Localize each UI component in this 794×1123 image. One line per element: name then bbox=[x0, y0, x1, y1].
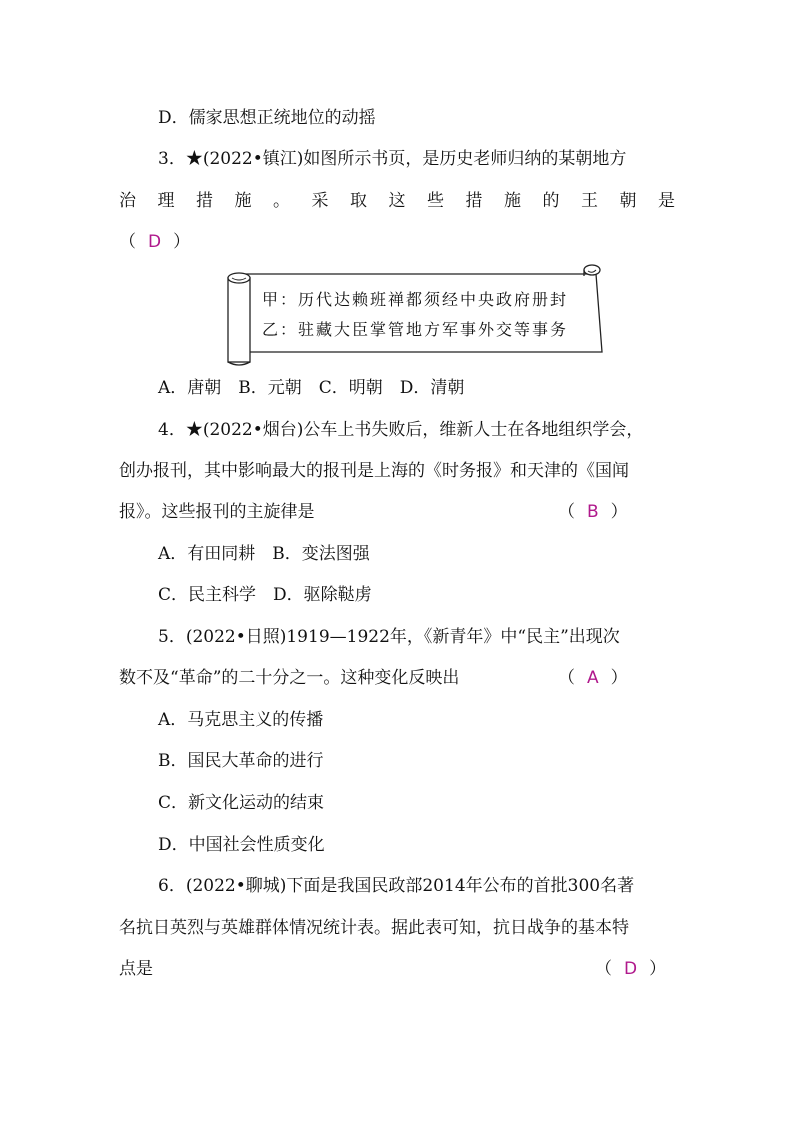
q3-char: 朝 bbox=[619, 191, 637, 211]
q4-options-row2: C．民主科学 D．驱除鞑虏 bbox=[158, 585, 372, 605]
scroll-line-yi: 乙：驻藏大臣掌管地方军事外交等事务 bbox=[262, 320, 569, 339]
q3-char: 理 bbox=[157, 191, 175, 211]
q3-answer-bracket bbox=[119, 230, 190, 254]
q4-answer-bracket bbox=[558, 500, 628, 524]
q5-paren-close: ） bbox=[610, 668, 628, 688]
q5-answer: A bbox=[587, 668, 599, 688]
q3-stem-line1: 3．★(2022•镇江)如图所示书页，是历史老师归纳的某朝地方 bbox=[158, 149, 627, 169]
q5-option-a: A．马克思主义的传播 bbox=[158, 710, 324, 730]
q4-paren-close: ） bbox=[610, 502, 628, 522]
scroll-line-jia: 甲：历代达赖班禅都须经中央政府册封 bbox=[262, 290, 569, 309]
q3-char: 的 bbox=[542, 191, 560, 211]
q3-char: 采 bbox=[311, 191, 329, 211]
q5-stem-line2: 数不及“革命”的二十分之一。这种变化反映出 bbox=[119, 668, 460, 688]
q3-char: 些 bbox=[427, 191, 444, 211]
q3-paren-close: ） bbox=[173, 232, 191, 252]
q4-stem-line2: 创办报刊，其中影响最大的报刊是上海的《时务报》和天津的《国闻 bbox=[119, 461, 629, 481]
q6-paren-close: ） bbox=[649, 959, 667, 979]
q5-stem-line1: 5．(2022•日照)1919—1922年，《新青年》中“民主”出现次 bbox=[158, 627, 620, 647]
q3-char: 治 bbox=[119, 191, 136, 211]
q4-answer: B bbox=[587, 502, 599, 522]
q3-answer: D bbox=[148, 232, 162, 252]
q4-stem-line1: 4．★(2022•烟台)公车上书失败后，维新人士在各地组织学会， bbox=[158, 420, 644, 440]
q3-char: 王 bbox=[581, 191, 598, 211]
q6-answer: D bbox=[624, 959, 638, 979]
q3-stem-line2 bbox=[119, 189, 675, 213]
q3-char: 这 bbox=[388, 191, 406, 211]
q6-answer-bracket bbox=[595, 957, 666, 981]
q3-char: 施 bbox=[504, 191, 521, 211]
q3-char: 。 bbox=[273, 191, 290, 211]
q3-char: 取 bbox=[350, 191, 367, 211]
q5-answer-bracket bbox=[558, 666, 628, 690]
q3-char: 施 bbox=[234, 191, 252, 211]
q3-char: 措 bbox=[196, 191, 213, 211]
q5-option-d: D．中国社会性质变化 bbox=[158, 835, 325, 855]
q3-char: 是 bbox=[658, 191, 675, 211]
q5-option-c: C．新文化运动的结束 bbox=[158, 793, 325, 813]
q3-char: 措 bbox=[465, 191, 483, 211]
q4-options-row1: A．有田同耕 B．变法图强 bbox=[158, 544, 370, 564]
q6-stem-line1: 6．(2022•聊城)下面是我国民政部2014年公布的首批300名著 bbox=[158, 876, 635, 896]
q4-stem-line3: 报》。这些报刊的主旋律是 bbox=[119, 502, 315, 522]
q6-stem-line2: 名抗日英烈与英雄群体情况统计表。据此表可知，抗日战争的基本特 bbox=[119, 918, 629, 938]
q2-option-d: D．儒家思想正统地位的动摇 bbox=[158, 108, 376, 128]
q5-paren-open: （ bbox=[558, 668, 575, 688]
q6-paren-open: （ bbox=[595, 959, 612, 979]
q3-options: A．唐朝 B．元朝 C．明朝 D．清朝 bbox=[158, 378, 465, 398]
q5-option-b: B．国民大革命的进行 bbox=[158, 751, 324, 771]
q3-paren-open: （ bbox=[119, 232, 136, 252]
q4-paren-open: （ bbox=[558, 502, 575, 522]
q6-stem-line3: 点是 bbox=[119, 959, 153, 979]
scroll-illustration bbox=[222, 262, 608, 366]
